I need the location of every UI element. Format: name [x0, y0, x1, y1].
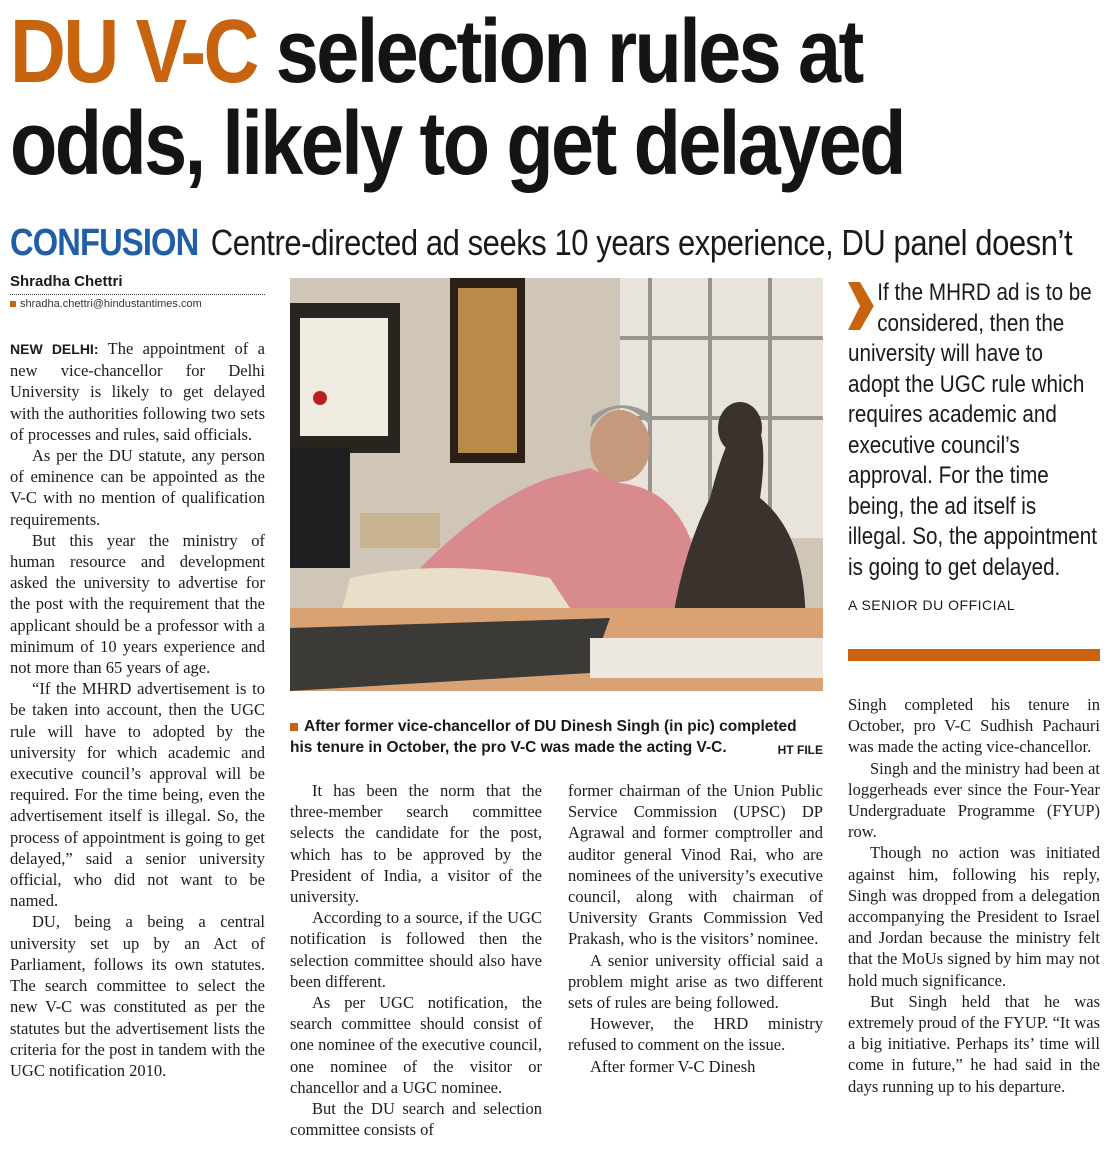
photo-dinesh-singh	[290, 278, 823, 691]
caption-text: After former vice-chancellor of DU Dinesh Singh (in pic) completed his tenure in October, the pro V-C was made the acting V-C.	[290, 718, 797, 756]
pull-quote-text: If the MHRD ad is to be considered, then the university will have to adopt the UGC rule which requires academic and executive council’s approval. For the time being, the ad itself is illegal. So, the appointment is going to get delayed.	[848, 279, 1097, 581]
paragraph: It has been the norm that the three-member search committee selects the candidate for the post, which has to be approved by the President of India, a visitor of the university.	[290, 781, 542, 907]
pull-quote-divider	[848, 649, 1100, 661]
paragraph: As per the DU statute, any person of eminence can be appointed as the V-C with no mention of qualification requirements.	[10, 446, 265, 529]
paragraph: “If the MHRD advertisement is to be taken into account, then the UGC rule will have to adopted by the university for which academic and executive council’s approval will be required. For the time being, even the advertisement itself is illegal. So, the process of appointment is going to get delayed,” said a senior university official, who did not want to be named.	[10, 679, 265, 911]
bullet-square-icon	[290, 723, 298, 731]
paragraph: After former V-C Dinesh	[590, 1056, 756, 1076]
headline-accent: DU V-C	[10, 2, 257, 102]
photo-caption	[290, 716, 823, 761]
paragraph: NEW DELHI: The appointment of a new vice-chancellor for Delhi University is likely to get delayed with the authorities following two sets of processes and rules, said officials.	[10, 339, 266, 444]
pull-quote-source: A SENIOR DU OFFICIAL	[848, 597, 1016, 613]
paragraph: DU, being a being a central university set up by an Act of Parliament, follows its own statutes. The search committee to select the new V-C was constituted as per the statutes but the advertisement lists the criteria for the post in tandem with the UGC notification 2010.	[10, 912, 265, 1080]
headline	[10, 2, 952, 194]
deck-tag: CONFUSION	[10, 222, 199, 264]
paragraph: However, the HRD ministry refused to comment on the issue.	[568, 1014, 823, 1055]
byline-email[interactable]: shradha.chettri@hindustantimes.com	[20, 298, 202, 310]
paragraph: But this year the ministry of human resource and development asked the university to advertise for the post with the requirement that the applicant should be a professor with a minimum of 10 years experience and not more than 65 years of age.	[10, 530, 265, 678]
byline	[10, 273, 265, 310]
byline-divider	[10, 294, 265, 295]
bullet-square-icon	[10, 301, 16, 307]
paragraph: Singh and the ministry had been at loggerheads ever since the Four-Year Undergraduate Programme (FYUP) row.	[848, 758, 1100, 842]
paragraph: As per UGC notification, the search committee should consist of one nominee of the executive council, one nominee of the visitor or chancellor and a UGC nominee.	[290, 993, 542, 1097]
article-column-1	[10, 338, 265, 1081]
byline-name: Shradha Chettri	[10, 273, 123, 290]
photo-illustration	[290, 278, 823, 691]
paragraph: But Singh held that he was extremely proud of the FYUP. “It was a big initiative. Perhaps its’ time will come in future,” he had said in the days running up to his departure.	[848, 991, 1100, 1096]
paragraph: Though no action was initiated against him, following his reply, Singh was dropped from a delegation accompanying the President to Israel and Jordan because the ministry felt that the MoUs signed by him may not hold much significance.	[848, 843, 1100, 990]
deck	[10, 222, 1072, 265]
pull-quote	[848, 278, 1100, 613]
paragraph: According to a source, if the UGC notification is followed then the selection committee should also have been different.	[290, 908, 542, 991]
chevron-right-icon	[848, 278, 874, 334]
paragraph: former chairman of the Union Public Service Commission (UPSC) DP Agrawal and former comptroller and auditor general Vinod Rai, who are nominees of the university’s executive council, along with chairman of University Grants Commission Ved Prakash, who is the visitors’ nominee.	[568, 781, 823, 949]
dateline: NEW DELHI:	[10, 341, 99, 357]
article-column-3	[568, 780, 823, 1077]
deck-text: Centre-directed ad seeks 10 years experience, DU panel doesn’t	[210, 222, 1073, 263]
headline-line2: odds, likely to get delayed	[10, 94, 904, 194]
headline-line1-rest: selection rules at	[256, 2, 862, 102]
article-column-4	[848, 694, 1100, 1097]
article-column-2	[290, 780, 542, 1140]
photo-credit: HT FILE	[777, 743, 823, 757]
paragraph: A senior university official said a problem might arise as two different sets of rules are being followed.	[568, 950, 823, 1013]
paragraph: Singh completed his tenure in October, pro V-C Sudhish Pachauri was made the acting vice-chancellor.	[848, 695, 1100, 757]
paragraph: But the DU search and selection committee consists of	[290, 1099, 542, 1140]
